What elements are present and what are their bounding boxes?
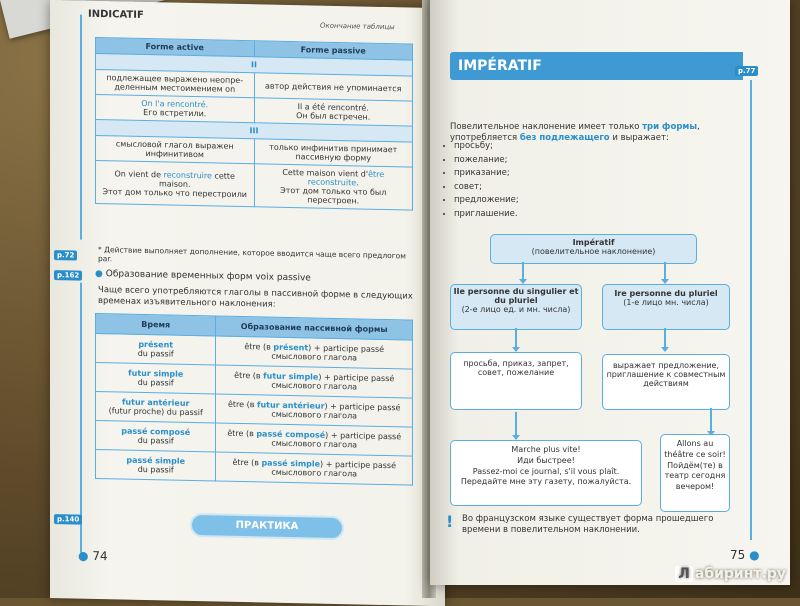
formation-tense: futur simple	[263, 371, 319, 382]
formation-tense: présent	[273, 342, 309, 353]
exclamation-icon: !	[446, 512, 454, 531]
example-ru: Этот дом только что перестроили	[102, 186, 248, 199]
bullet-icon: ●	[95, 268, 103, 280]
left-page	[50, 0, 445, 606]
table-cell: только инфинитив принимает пассивную форму	[254, 139, 413, 167]
formation-tense: passé simple	[261, 458, 321, 469]
open-book	[20, 0, 790, 598]
tense-suffix: du passif	[137, 377, 174, 388]
dot-icon: ●	[749, 548, 760, 562]
intro-highlight: три формы	[642, 122, 698, 132]
page-ref-tab: p.72	[54, 250, 77, 260]
tense-cell	[96, 420, 216, 452]
diagram-left-examples	[450, 440, 642, 506]
dot-icon: ●	[78, 548, 89, 563]
diagram-right-box	[602, 284, 730, 330]
intro-text: Чаще всего употребляются глаголы в пассивной форме в следующих временах изъявительного наклонения:	[98, 285, 413, 310]
diagram-left-box	[450, 284, 582, 330]
table-header-active: Forme active	[96, 37, 255, 56]
arrow-icon	[664, 328, 666, 348]
table-cell: автор действия не упоминается	[254, 73, 413, 101]
example-fr: .	[356, 178, 359, 188]
formation-part: ) + participe passé	[324, 401, 401, 413]
example-ru: Этот дом только что был перестроен.	[280, 185, 387, 206]
formation-cell	[216, 452, 413, 485]
example-verb: être reconstruite	[307, 169, 385, 188]
right-page	[430, 0, 790, 585]
formation-tense: futur antérieur	[256, 400, 325, 411]
example-line: Пойдём(те) в театр сегодня вечером!	[664, 460, 726, 492]
formation-cell	[216, 423, 413, 456]
diagram-top-sub: (повелительное наклонение)	[531, 247, 656, 256]
intro-part: Повелительное наклонение имеет только	[450, 122, 643, 132]
table-cell: подлежащее выражено неопре-деленным местоимением on	[96, 69, 255, 97]
list-item: • совет;	[454, 181, 519, 195]
footnote-text: Действие выполняет дополнение, которое вводится чаще всего предлогом par.	[98, 245, 406, 264]
intro-highlight: без подлежащего	[519, 132, 610, 143]
page-ref-tab: p.77	[735, 66, 758, 76]
watermark-logo: Л	[675, 566, 693, 582]
example-line: Иди быстрее!	[517, 455, 575, 465]
example-ru: Он был встречен.	[296, 111, 371, 122]
list-item: • приказание;	[454, 167, 519, 181]
example-fr: On l'a rencontré.	[141, 98, 209, 110]
diagram-top-title: Impératif	[572, 238, 615, 247]
example-verb: reconstruire	[163, 169, 212, 180]
example-ru: Его встретили.	[143, 107, 207, 119]
example-line: Marche plus vite!	[511, 445, 581, 454]
formation-part: ) + participe passé	[308, 343, 385, 354]
right-margin-line	[750, 80, 752, 540]
formation-part: être (в	[234, 370, 264, 381]
tense-cell	[96, 391, 216, 423]
table-section: II	[96, 53, 413, 76]
example-fr: On vient de	[114, 168, 164, 179]
passive-table	[95, 37, 413, 211]
intro-part: , употребляется	[450, 122, 700, 143]
watermark-text: абиринт.ру	[694, 566, 786, 582]
page-number-left	[78, 549, 108, 564]
diagram-right-title: Ire personne du pluriel	[614, 289, 718, 298]
section-title-text: Образование временных форм voix passive	[105, 269, 311, 284]
list-item: • просьбу;	[454, 140, 519, 154]
footnote: * Действие выполняет дополнение, которое вводится чаще всего предлогом par.	[98, 245, 406, 264]
formation-cell	[216, 336, 413, 369]
table-cell	[96, 160, 255, 206]
watermark	[675, 566, 786, 582]
arrow-icon	[664, 262, 666, 280]
formation-part: être (в	[244, 342, 274, 352]
table-cell	[96, 94, 255, 122]
formation-part: être (в	[232, 457, 262, 468]
example-line: Passez-moi ce journal, s'il vous plaît.	[472, 466, 620, 476]
formation-part: смыслового глагола	[271, 438, 358, 450]
formation-part: être (в	[227, 399, 257, 410]
table-cell: смысловой глагол выражен инфинитивом	[96, 135, 255, 163]
formation-part: ) + participe passé	[325, 430, 402, 442]
formation-part: смыслового глагола	[271, 467, 358, 479]
tense-suffix: du passif	[137, 435, 174, 446]
formation-part: смыслового глагола	[271, 409, 358, 421]
formation-part: être (в	[227, 428, 257, 439]
practice-button[interactable]: ПРАКТИКА	[192, 515, 342, 538]
tense-name: présent	[138, 339, 174, 350]
diagram-right-examples	[660, 434, 730, 512]
section-title	[95, 269, 311, 284]
diagram-top-box	[490, 234, 697, 264]
formation-part: ) + participe passé	[318, 372, 395, 384]
bullet-list	[436, 140, 519, 222]
tense-name: futur antérieur	[121, 397, 190, 408]
tense-cell	[96, 333, 216, 365]
arrow-icon	[710, 408, 712, 432]
note-text: Во французском языке существует форма прошедшего времени в повелительном наклонении.	[462, 514, 714, 535]
tense-cell	[96, 362, 216, 394]
page-header-right: Окончание таблицы	[320, 21, 395, 32]
table-header-formation: Образование пассивной формы	[216, 316, 413, 340]
page-ref-tab: p.162	[54, 270, 82, 281]
example-fr: Cette maison vient d'	[282, 167, 369, 179]
arrow-icon	[522, 262, 524, 280]
tense-name: passé composé	[121, 426, 191, 437]
example-line: Allons au théâtre ce soir!	[664, 439, 726, 459]
page-number-text: 74	[92, 548, 108, 564]
table-header-tense: Время	[96, 313, 216, 336]
example-line: Передайте мне эту газету, пожалуйста.	[460, 477, 632, 487]
tense-suffix: (futur proche) du passif	[108, 406, 203, 418]
list-item: • пожелание;	[454, 154, 519, 168]
list-item: • приглашение.	[454, 208, 519, 222]
example-fr: Il a été rencontré.	[297, 102, 369, 113]
diagram-right-mid: выражает предложение, приглашение к совместным действиям	[602, 354, 730, 410]
table-cell	[254, 164, 413, 210]
left-margin-line	[80, 283, 82, 553]
formation-tense: passé composé	[256, 429, 326, 440]
tense-suffix: du passif	[137, 348, 174, 359]
tense-cell	[96, 449, 216, 481]
diagram-right-sub: (1-е лицо мн. числа)	[623, 298, 709, 307]
formation-part: ) + participe passé	[320, 459, 396, 471]
page-number-text: 75	[730, 548, 746, 562]
table-header-passive: Forme passive	[254, 41, 413, 60]
left-margin-line	[80, 15, 82, 240]
table-section: III	[96, 119, 413, 142]
page-header: INDICATIF	[88, 8, 144, 21]
page-ref-tab: p.140	[54, 514, 82, 525]
formation-part: смыслового глагола	[271, 380, 358, 392]
formation-cell	[216, 365, 413, 398]
arrow-icon	[515, 328, 517, 348]
formation-part: смыслового глагола	[271, 351, 358, 363]
diagram-left-title: IIe personne du singulier et du pluriel	[453, 287, 579, 305]
formation-cell	[216, 394, 413, 427]
tense-name: passé simple	[126, 455, 186, 466]
diagram-left-sub: (2-е лицо ед. и мн. числа)	[461, 305, 571, 314]
tense-table	[95, 313, 413, 486]
diagram-left-mid: просьба, приказ, запрет, совет, пожелание	[450, 352, 582, 410]
example-fr: cette maison.	[158, 170, 235, 189]
list-item: • предложение;	[454, 194, 519, 208]
section-header: IMPÉRATIF	[450, 52, 743, 80]
arrow-icon	[515, 412, 517, 436]
tense-suffix: du passif	[137, 464, 174, 475]
tense-name: futur simple	[128, 368, 184, 379]
table-cell	[254, 98, 413, 126]
page-number-right	[730, 548, 760, 562]
intro-part: и выражает:	[609, 132, 669, 143]
table-row	[96, 449, 413, 485]
